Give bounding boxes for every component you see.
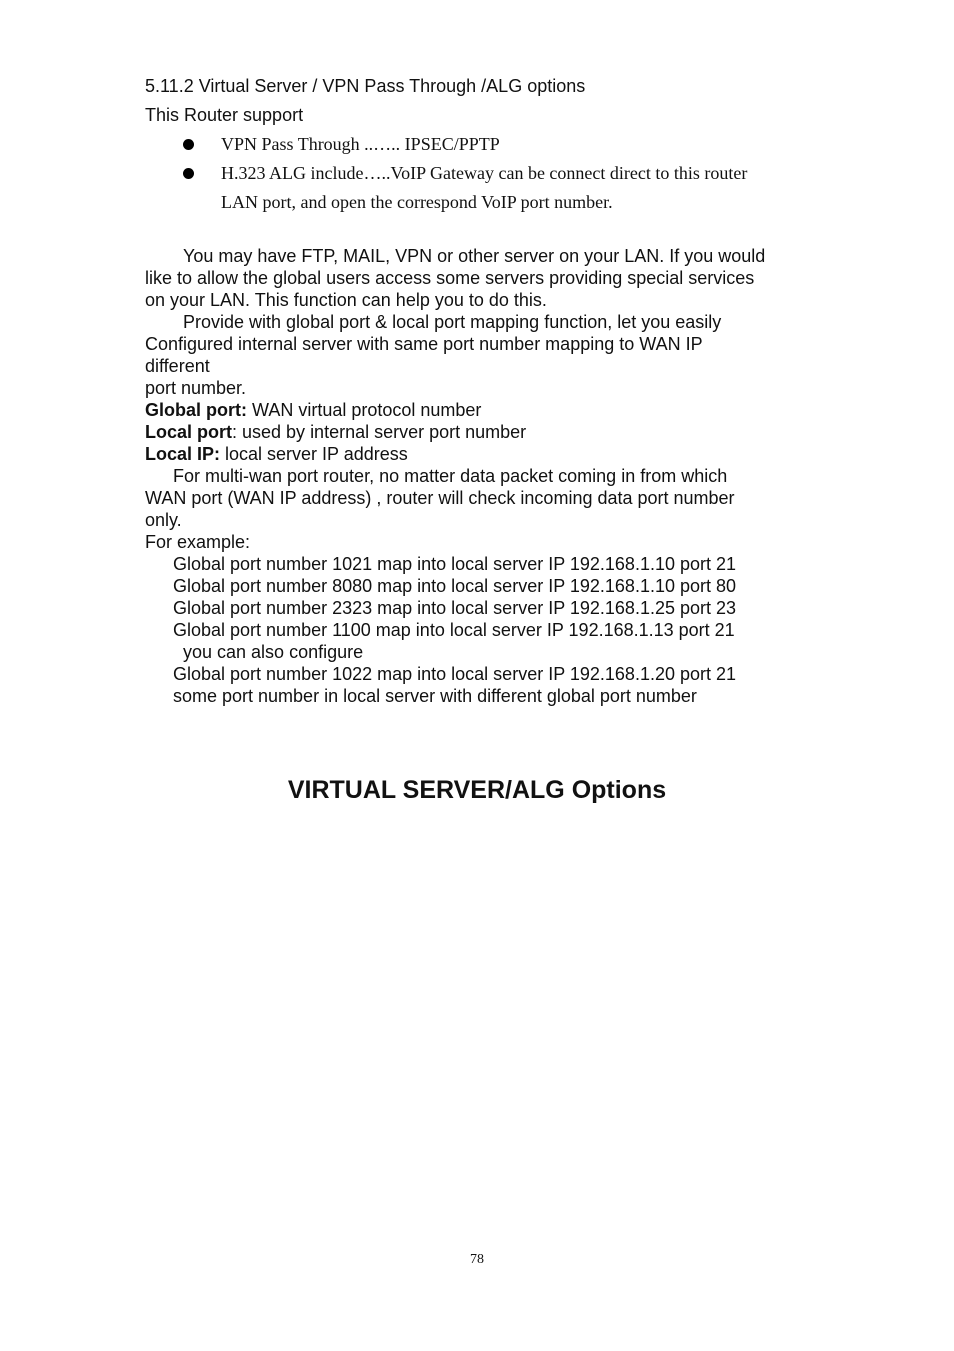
text-line: You may have FTP, MAIL, VPN or other server on your LAN. If you would [183, 246, 766, 266]
definition-term: Local port [145, 422, 233, 442]
page-number: 78 [470, 1252, 484, 1267]
text-line: Configured internal server with same port number mapping to WAN IP [145, 334, 703, 354]
text-line: on your LAN. This function can help you to do this. [145, 290, 547, 310]
example-line: Global port number 8080 map into local server IP 192.168.1.10 port 80 [173, 576, 737, 596]
page-title: VIRTUAL SERVER/ALG Options [287, 776, 667, 804]
text-line: WAN port (WAN IP address) , router will check incoming data port number [145, 488, 735, 508]
example-label: For example: [145, 532, 251, 552]
definition-term: Local IP: [145, 444, 221, 464]
intro-text: This Router support [145, 105, 304, 125]
list-item [183, 159, 803, 217]
text-line: Provide with global port & local port mapping function, let you easily [183, 312, 722, 332]
paragraph-servers [145, 245, 810, 311]
paragraph-multi-wan [145, 465, 810, 531]
text-line: only. [145, 510, 182, 530]
definition-global-port [145, 399, 810, 421]
bullet-icon [183, 139, 194, 150]
bullet-line: H.323 ALG include…..VoIP Gateway can be connect direct to this router [221, 163, 748, 183]
list-item [183, 130, 803, 159]
text-line: For multi-wan port router, no matter data packet coming in from which [173, 466, 728, 486]
also-configure-text: you can also configure [183, 642, 364, 662]
text-line: port number. [145, 378, 247, 398]
paragraph-port-mapping [145, 311, 810, 399]
definition-desc: WAN virtual protocol number [247, 400, 482, 420]
text-line: like to allow the global users access some servers providing special services [145, 268, 755, 288]
example-line: Global port number 2323 map into local server IP 192.168.1.25 port 23 [173, 598, 737, 618]
feature-list [183, 130, 803, 217]
definition-local-port [145, 421, 810, 443]
definition-desc: : used by internal server port number [232, 422, 527, 442]
example-line: Global port number 1022 map into local server IP 192.168.1.20 port 21 [173, 664, 737, 684]
text-line: different [145, 356, 210, 376]
definition-desc: local server IP address [220, 444, 408, 464]
section-heading: 5.11.2 Virtual Server / VPN Pass Through /ALG options [145, 76, 586, 96]
body-text [145, 245, 810, 707]
definition-local-ip [145, 443, 810, 465]
example-line: some port number in local server with different global port number [173, 686, 697, 706]
bullet-icon [183, 168, 194, 179]
example-line: Global port number 1100 map into local server IP 192.168.1.13 port 21 [173, 620, 735, 640]
definition-term: Global port: [145, 400, 247, 420]
example-line: Global port number 1021 map into local server IP 192.168.1.10 port 21 [173, 554, 737, 574]
bullet-line: VPN Pass Through ..….. IPSEC/PPTP [221, 134, 500, 154]
bullet-line: LAN port, and open the correspond VoIP port number. [221, 192, 613, 212]
